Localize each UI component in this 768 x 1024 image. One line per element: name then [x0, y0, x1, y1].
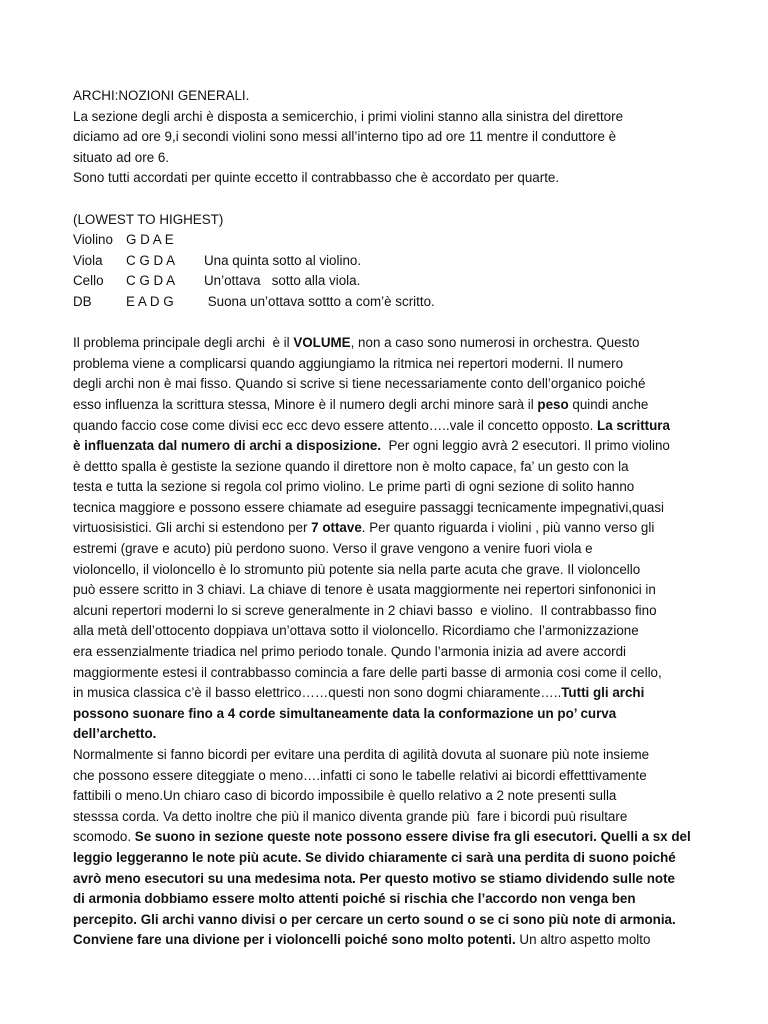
instrument-name: DB: [73, 293, 92, 309]
text-line: [73, 642, 703, 663]
text-run: che possono essere diteggiate o meno….infatti ci sono le tabelle relativi ai bicordi effetttivamente: [73, 767, 647, 783]
text-line: [73, 663, 703, 684]
text-line: [73, 807, 703, 828]
tuning-row: [73, 230, 703, 251]
text-run: era essenzialmente triadica nel primo periodo tonale. Qundo l’armonia inizia ad avere accordi: [73, 644, 627, 660]
bold-text: percepito. Gli archi vanno divisi o per cercare un certo sound o se ci sono più note di armonia.: [73, 911, 676, 927]
text-run: . Per quanto riguarda i violini , più vanno verso gli: [361, 520, 655, 536]
text-line: [73, 436, 703, 457]
text-line: [73, 766, 703, 787]
bold-text: Conviene fare una divione per i violoncelli poiché sono molto potenti.: [73, 932, 516, 948]
bold-text: dell’archetto.: [73, 726, 157, 742]
text-line: [73, 374, 703, 395]
bold-text: Tutti gli archi: [561, 685, 645, 701]
spacer: [73, 189, 703, 210]
text-run: stesssa corda. Va detto inoltre che più il manico diventa grande più fare i bicordi puù risultare: [73, 808, 628, 824]
text-run: virtuosisistici. Gli archi si estendono per: [73, 520, 312, 536]
tuning-row: [73, 251, 703, 272]
text-line: [73, 416, 703, 437]
text-run: quindi anche: [568, 396, 649, 412]
text-line: [73, 354, 703, 375]
text-run: fattibili o meno.Un chiaro caso di bicordo impossibile è quello relativo a 2 note presenti sulla: [73, 788, 617, 804]
tuning-note: Suona un’ottava sottto a com’è scritto.: [204, 293, 435, 309]
text-run: estremi (grave e acuto) più perdono suono. Verso il grave vengono a venire fuori viola e: [73, 541, 593, 557]
text-run: può essere scritto in 3 chiavi. La chiave di tenore è usata maggiormente nei repertori sinfononici in: [73, 582, 656, 598]
text-run: esso influenza la scrittura stessa, Minore è il numero degli archi minore sarà il: [73, 396, 538, 412]
text-line: [73, 869, 703, 890]
text-line: [73, 848, 703, 869]
text-line: situato ad ore 6.: [73, 149, 170, 165]
bold-text: VOLUME: [293, 335, 351, 351]
bold-text: di armonia dobbiamo essere molto attenti poiché si rischia che l’accordo non venga ben: [73, 891, 636, 907]
text-line: Sono tutti accordati per quinte eccetto il contrabbasso che è accordato per quarte.: [73, 170, 560, 186]
heading: ARCHI:NOZIONI GENERALI.: [73, 88, 250, 103]
bold-text: peso: [537, 396, 569, 412]
text-line: [73, 724, 703, 745]
bold-text: avrò meno esecutori su una medesima nota. Per questo motivo se stiamo dividendo sulle note: [73, 870, 675, 886]
text-line: [73, 889, 703, 910]
tuning-row: [73, 292, 703, 313]
document-body: [73, 86, 703, 951]
instrument-name: Violino: [73, 232, 113, 248]
text-line: [73, 704, 703, 725]
text-run: maggiormente estesi il contrabbasso comincia a fare delle parti basse di armonia cosi come il cello,: [73, 664, 662, 680]
text-run: violoncello, il violoncello è lo stromunto più potente sia nella parte acuta che grave. Il violoncello: [73, 561, 641, 577]
text-line: [73, 580, 703, 601]
text-run: alcuni repertori moderni lo si screve generalmente in 2 chiavi basso e violino. Il contrabbasso fino: [73, 602, 657, 618]
paragraph-bicordi: [73, 745, 703, 951]
text-run: , non a caso sono numerosi in orchestra. Questo: [350, 335, 640, 351]
tuning-note: Un’ottava sotto alla viola.: [204, 273, 361, 289]
text-line: [73, 745, 703, 766]
text-line: [73, 457, 703, 478]
bold-text: possono suonare fino a 4 corde simultaneamente data la conformazione un po’ curva: [73, 705, 617, 721]
instrument-name: Cello: [73, 273, 104, 289]
paragraph-volume: [73, 333, 703, 745]
intro-paragraph: [73, 107, 703, 189]
text-line: [73, 539, 703, 560]
bold-text: 7 ottave: [311, 520, 362, 536]
text-run: testa e tutta la sezione si regola col primo violino. Le prime partì di ogni sezione di solito hanno: [73, 479, 635, 495]
text-line: [73, 930, 703, 951]
text-line: [73, 683, 703, 704]
tuning-row: [73, 271, 703, 292]
bold-text: leggio leggeranno le note più acute. Se divido chiaramente ci sarà una perdita di suono poiché: [73, 849, 676, 865]
tuning-note: Una quinta sotto al violino.: [204, 252, 362, 268]
text-run: quando faccio cose come divisi ecc ecc devo essere attento…..vale il concetto opposto.: [73, 417, 598, 433]
tuning-table: [73, 230, 703, 312]
text-line: [73, 333, 703, 354]
bold-text: è influenzata dal numero di archi a disposizione.: [73, 438, 382, 454]
bold-text: Se suono in sezione queste note possono essere divise fra gli esecutori. Quelli a sx del: [134, 829, 691, 845]
string-notes: G D A E: [126, 232, 174, 248]
text-run: alla metà dell’ottocento doppiava un’ottava sotto il violoncello. Ricordiamo che l’armonizzazione: [73, 623, 639, 639]
text-line: [73, 518, 703, 539]
text-run: Normalmente si fanno bicordi per evitare una perdita di agilità dovuta al suonare più note insieme: [73, 747, 650, 762]
text-run: tecnica maggiore e possono essere chiamate ad eseguire passaggi tecnicamente impegnativi,quasi: [73, 499, 665, 515]
text-line: [73, 498, 703, 519]
text-run: Per ogni leggio avrà 2 esecutori. Il primo violino: [381, 438, 670, 454]
text-run: in musica classica c’è il basso elettrico……questi non sono dogmi chiaramente…..: [73, 685, 562, 701]
tuning-title: (LOWEST TO HIGHEST): [73, 211, 224, 227]
text-run: è dettto spalla è gestiste la sezione quando il direttore non è molto capace, fa’ un gesto con la: [73, 458, 629, 474]
text-line: [73, 477, 703, 498]
text-run: Un altro aspetto molto: [515, 932, 651, 948]
text-line: [73, 601, 703, 622]
instrument-name: Viola: [73, 252, 103, 268]
text-line: [73, 827, 703, 848]
text-line: diciamo ad ore 9,i secondi violini sono messi all’interno tipo ad ore 11 mentre il conduttore è: [73, 129, 617, 145]
text-run: problema viene a complicarsi quando aggiungiamo la ritmica nei repertori moderni. Il numero: [73, 355, 624, 371]
text-line: [73, 786, 703, 807]
string-notes: E A D G: [126, 293, 174, 309]
text-line: [73, 621, 703, 642]
text-line: [73, 560, 703, 581]
text-run: degli archi non è mai fisso. Quando si scrive si tiene necessariamente conto dell’organico poiché: [73, 376, 646, 392]
text-run: Il problema principale degli archi è il: [73, 335, 294, 351]
spacer: [73, 313, 703, 334]
bold-text: La scrittura: [597, 417, 670, 433]
text-line: [73, 395, 703, 416]
string-notes: C G D A: [126, 273, 176, 289]
string-notes: C G D A: [126, 252, 176, 268]
text-run: scomodo.: [73, 829, 135, 845]
text-line: La sezione degli archi è disposta a semicerchio, i primi violini stanno alla sinistra del direttore: [73, 108, 624, 124]
text-line: [73, 910, 703, 931]
